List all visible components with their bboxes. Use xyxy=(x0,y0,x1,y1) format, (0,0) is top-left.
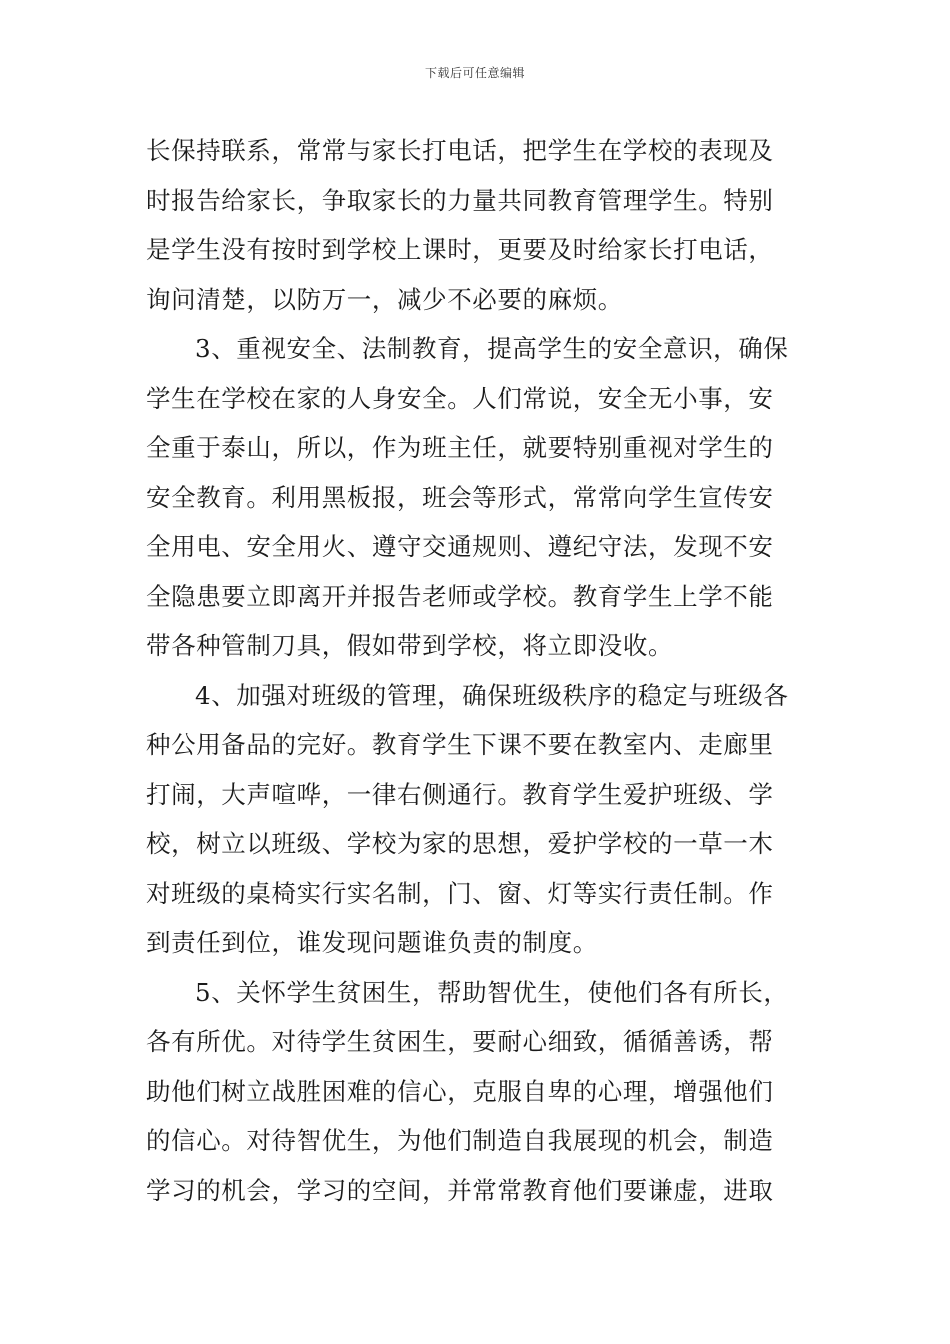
text-line: 校，树立以班级、学校为家的思想，爱护学校的一草一木 xyxy=(146,829,774,858)
text-line: 时报告给家长，争取家长的力量共同教育管理学生。特别 xyxy=(146,185,774,215)
text-line: 助他们树立战胜困难的信心，克服自卑的心理，增强他们 xyxy=(146,1076,774,1106)
text-line: 学习的机会，学习的空间，并常常教育他们要谦虚，进取 xyxy=(146,1175,774,1205)
text-line: 对班级的桌椅实行实名制，门、窗、灯等实行责任制。作 xyxy=(146,878,774,908)
document-body xyxy=(146,126,806,1215)
text-line: 种公用备品的完好。教育学生下课不要在教室内、走廊里 xyxy=(146,730,774,759)
text-line: 安全教育。利用黑板报，班会等形式，常常向学生宣传安 xyxy=(146,482,774,512)
paragraph-first-line: 3、重视安全、法制教育，提高学生的安全意识，确保 xyxy=(195,334,789,363)
text-line: 到责任到位，谁发现问题谁负责的制度。 xyxy=(146,928,598,957)
text-line: 全用电、安全用火、遵守交通规则、遵纪守法，发现不安 xyxy=(146,532,774,561)
text-line: 各有所优。对待学生贫困生，要耐心细致，循循善诱，帮 xyxy=(146,1027,774,1056)
text-line: 全隐患要立即离开并报告老师或学校。教育学生上学不能 xyxy=(146,581,774,611)
page-header: 下载后可任意编辑 xyxy=(424,66,525,80)
text-line: 长保持联系，常常与家长打电话，把学生在学校的表现及 xyxy=(146,136,774,165)
text-line: 学生在学校在家的人身安全。人们常说，安全无小事，安 xyxy=(146,383,774,413)
text-line: 的信心。对待智优生，为他们制造自我展现的机会，制造 xyxy=(146,1126,774,1155)
text-line: 打闹，大声喧哗，一律右侧通行。教育学生爱护班级、学 xyxy=(146,779,774,809)
text-line: 带各种管制刀具，假如带到学校，将立即没收。 xyxy=(146,631,674,660)
text-line: 询问清楚，以防万一，减少不必要的麻烦。 xyxy=(146,284,623,314)
text-line: 是学生没有按时到学校上课时，更要及时给家长打电话， xyxy=(146,235,774,264)
paragraph-first-line: 4、加强对班级的管理，确保班级秩序的稳定与班级各 xyxy=(195,680,789,710)
text-line: 全重于泰山，所以，作为班主任，就要特别重视对学生的 xyxy=(146,433,774,462)
paragraph-first-line: 5、关怀学生贫困生，帮助智优生，使他们各有所长， xyxy=(195,977,789,1007)
